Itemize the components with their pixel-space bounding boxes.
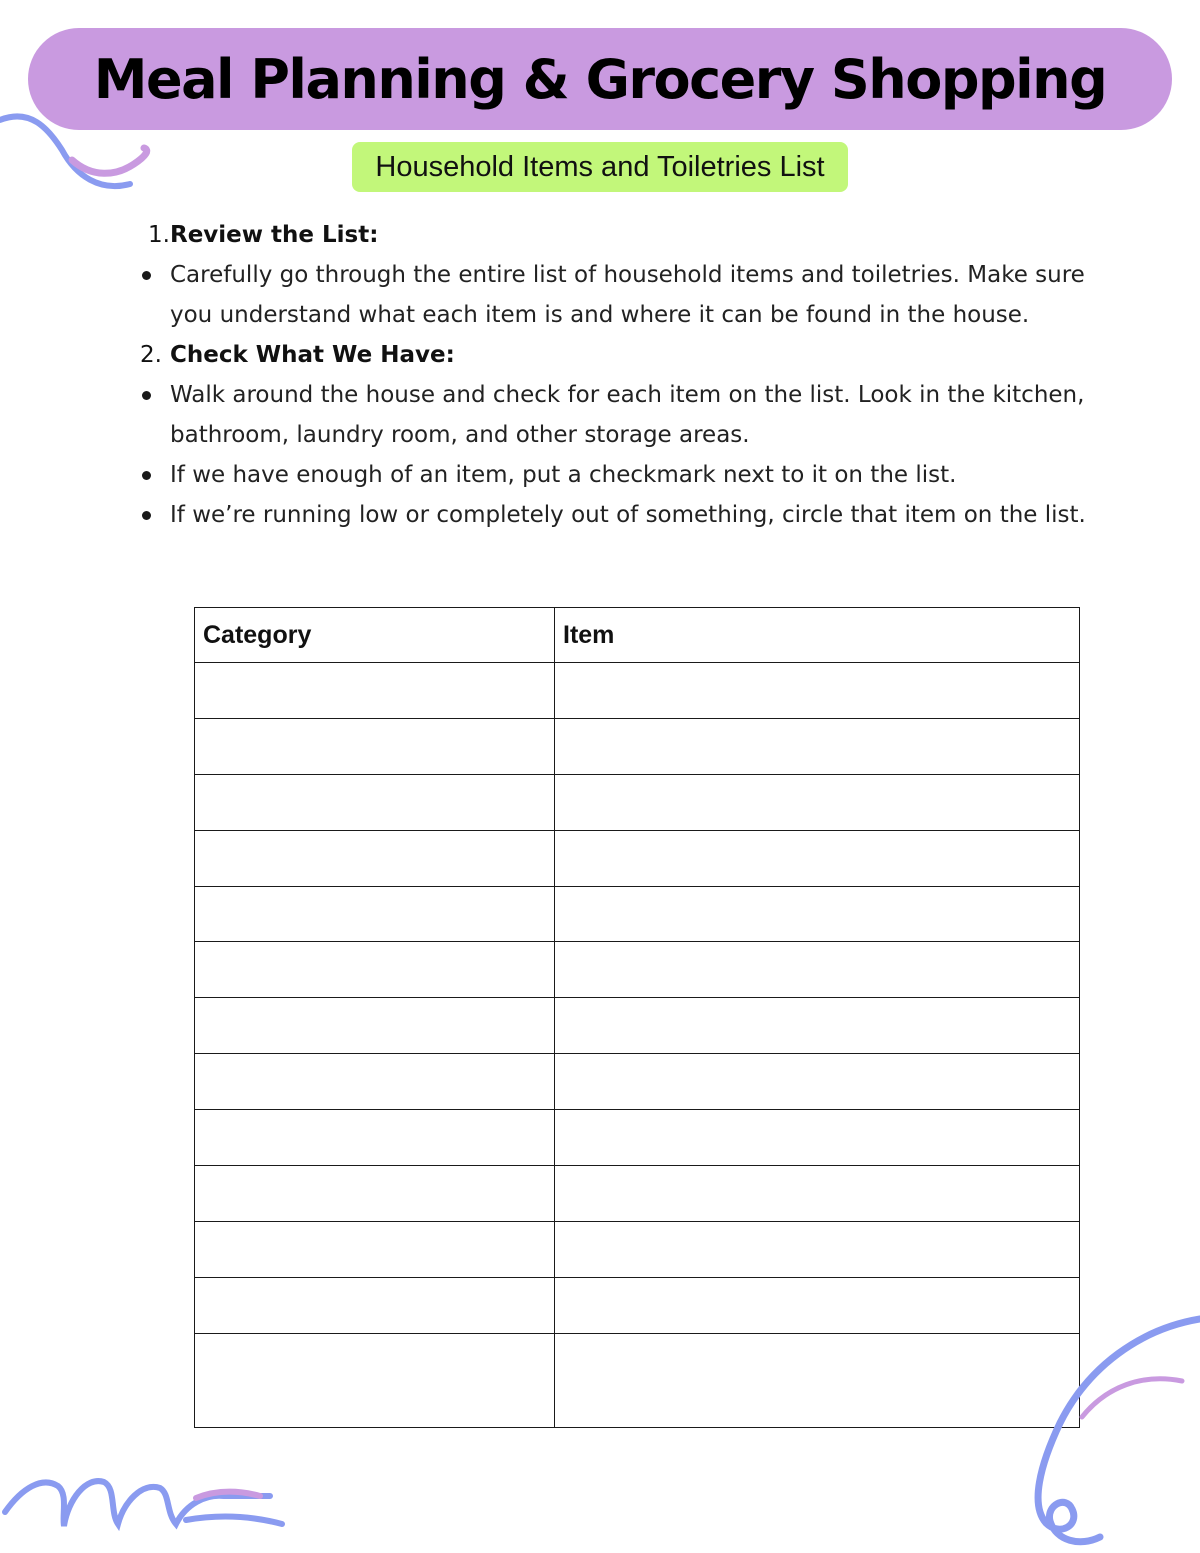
table-header-row (195, 608, 1080, 663)
category-cell[interactable] (195, 1110, 555, 1166)
category-cell[interactable] (195, 718, 555, 774)
step-2-heading (140, 335, 1090, 375)
title-banner (28, 28, 1172, 130)
table-row (195, 1110, 1080, 1166)
list-item (140, 495, 1090, 535)
bullet-text: If we’re running low or completely out of something, circle that item on the list. (170, 502, 1086, 528)
table-row (195, 998, 1080, 1054)
category-cell[interactable] (195, 774, 555, 830)
category-cell[interactable] (195, 1221, 555, 1277)
item-cell[interactable] (555, 998, 1080, 1054)
list-item (140, 455, 1090, 495)
category-cell[interactable] (195, 1165, 555, 1221)
page-subtitle: Household Items and Toiletries List (375, 150, 825, 183)
bullet-icon (142, 391, 151, 400)
table-row (195, 830, 1080, 886)
list-item (140, 375, 1090, 455)
item-cell[interactable] (555, 718, 1080, 774)
bullet-text: Carefully go through the entire list of household items and toiletries. Make sure you understand what each item is and where it can be found in the house. (170, 262, 1085, 328)
item-cell[interactable] (555, 1054, 1080, 1110)
table-row (195, 718, 1080, 774)
step-1-heading (140, 215, 1090, 255)
category-cell[interactable] (195, 886, 555, 942)
item-cell[interactable] (555, 1110, 1080, 1166)
item-cell[interactable] (555, 830, 1080, 886)
table-row (195, 1333, 1080, 1428)
category-cell[interactable] (195, 942, 555, 998)
page-title: Meal Planning & Grocery Shopping (93, 47, 1107, 111)
table-body (195, 663, 1080, 1428)
item-cell[interactable] (555, 1277, 1080, 1333)
category-cell[interactable] (195, 1054, 555, 1110)
item-cell[interactable] (555, 663, 1080, 719)
checklist-table (194, 607, 1080, 1428)
bullet-text: If we have enough of an item, put a checkmark next to it on the list. (170, 462, 957, 488)
bullet-icon (142, 511, 151, 520)
category-cell[interactable] (195, 1277, 555, 1333)
table-row (195, 774, 1080, 830)
column-header-category: Category (195, 608, 555, 663)
category-cell[interactable] (195, 998, 555, 1054)
table-row (195, 886, 1080, 942)
step-2-title: Check What We Have: (170, 342, 455, 368)
table-row (195, 1277, 1080, 1333)
step-1-title: Review the List: (170, 222, 379, 248)
item-cell[interactable] (555, 1333, 1080, 1428)
column-header-item: Item (555, 608, 1080, 663)
item-cell[interactable] (555, 942, 1080, 998)
swirl-bottom-right-decoration (1010, 1305, 1200, 1553)
category-cell[interactable] (195, 663, 555, 719)
step-1-number: 1. (148, 222, 170, 248)
bullet-text: Walk around the house and check for each item on the list. Look in the kitchen, bathroom, laundry room, and other storage areas. (170, 382, 1085, 448)
category-cell[interactable] (195, 830, 555, 886)
table-row (195, 942, 1080, 998)
instructions (140, 215, 1090, 535)
subtitle-pill (352, 142, 848, 192)
item-cell[interactable] (555, 1221, 1080, 1277)
table-row (195, 663, 1080, 719)
squiggle-top-left-decoration (0, 110, 160, 200)
step-2-number: 2. (140, 342, 162, 368)
bullet-icon (142, 271, 151, 280)
list-item (140, 255, 1090, 335)
table-row (195, 1221, 1080, 1277)
table-row (195, 1165, 1080, 1221)
item-cell[interactable] (555, 886, 1080, 942)
item-cell[interactable] (555, 774, 1080, 830)
bullet-icon (142, 471, 151, 480)
category-cell[interactable] (195, 1333, 555, 1428)
item-cell[interactable] (555, 1165, 1080, 1221)
squiggle-bottom-left-decoration (0, 1468, 300, 1548)
table-row (195, 1054, 1080, 1110)
